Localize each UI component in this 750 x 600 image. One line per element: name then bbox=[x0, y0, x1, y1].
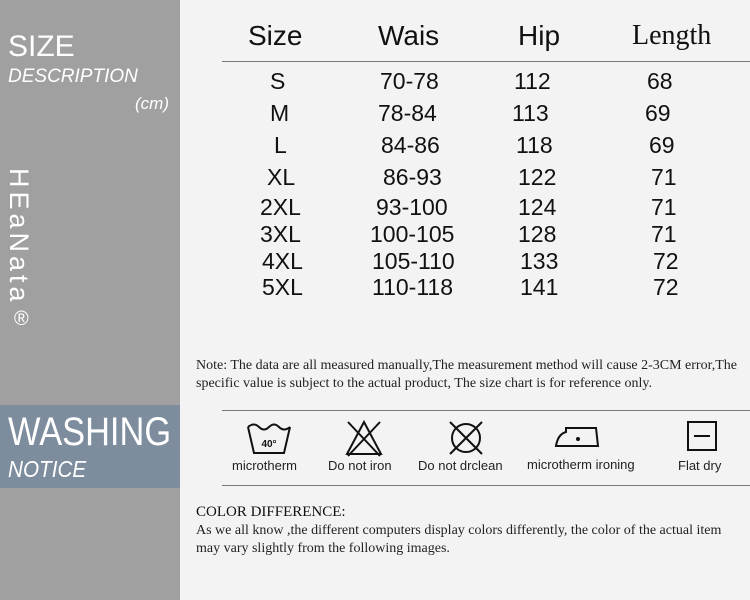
table-cell-length: 69 bbox=[649, 132, 675, 158]
table-cell-hip: 133 bbox=[520, 248, 559, 274]
wash-label-microtherm: microtherm bbox=[232, 458, 298, 473]
table-cell-waist: 86-93 bbox=[383, 164, 442, 190]
iron-icon bbox=[552, 424, 602, 450]
table-cell-size: M bbox=[270, 100, 290, 126]
table-cell-size: XL bbox=[267, 164, 296, 190]
color-difference-text bbox=[196, 522, 750, 558]
description-heading: DESCRIPTION bbox=[8, 66, 138, 87]
measurement-note: Note: The data are all measured manually,The measurement method will cause 2-3CM error,The specific value is subject to the actual product, The size chart is for reference only. bbox=[196, 358, 737, 391]
brand-name: HEaNata bbox=[4, 168, 34, 306]
table-cell-size: L bbox=[274, 132, 287, 158]
color-difference-line-2: may vary slightly from the following images. bbox=[196, 541, 450, 556]
table-cell-length: 71 bbox=[651, 221, 677, 247]
table-cell-length: 71 bbox=[651, 164, 677, 190]
size-heading: SIZE bbox=[8, 30, 75, 63]
header-hip: Hip bbox=[518, 20, 561, 51]
wash-tub-icon bbox=[246, 421, 292, 455]
table-cell-size: 5XL bbox=[262, 274, 303, 300]
table-cell-waist: 100-105 bbox=[370, 221, 455, 247]
wash-label-microtherm-ironing: microtherm ironing bbox=[527, 457, 635, 472]
washing-bottom-divider bbox=[222, 485, 750, 486]
wash-temp-label: 40° bbox=[261, 439, 277, 450]
table-cell-hip: 122 bbox=[518, 164, 557, 190]
table-cell-hip: 128 bbox=[518, 221, 557, 247]
header-length: Length bbox=[632, 20, 712, 51]
table-cell-length: 71 bbox=[651, 194, 677, 220]
unit-label: (cm) bbox=[135, 94, 169, 113]
table-cell-size: S bbox=[270, 68, 286, 94]
wash-label-flat-dry: Flat dry bbox=[678, 458, 722, 473]
header-waist: Wais bbox=[378, 20, 440, 51]
header-size: Size bbox=[248, 20, 303, 51]
table-cell-hip: 141 bbox=[520, 274, 559, 300]
wash-label-do-not-iron: Do not iron bbox=[328, 458, 392, 473]
washing-top-divider bbox=[222, 410, 750, 411]
color-difference-title: COLOR DIFFERENCE: bbox=[196, 504, 346, 520]
notice-heading: NOTICE bbox=[8, 456, 87, 482]
table-cell-hip: 112 bbox=[514, 68, 551, 94]
table-cell-size: 2XL bbox=[260, 194, 301, 220]
table-cell-waist: 78-84 bbox=[378, 100, 437, 126]
no-iron-icon bbox=[344, 418, 384, 458]
table-cell-hip: 118 bbox=[516, 132, 553, 158]
table-cell-hip: 113 bbox=[512, 100, 549, 126]
flat-dry-icon bbox=[686, 420, 718, 452]
header-divider bbox=[222, 61, 750, 62]
table-cell-length: 72 bbox=[653, 274, 679, 300]
table-cell-size: 3XL bbox=[260, 221, 301, 247]
table-cell-size: 4XL bbox=[262, 248, 303, 274]
table-cell-waist: 70-78 bbox=[380, 68, 439, 94]
color-difference-line-1: As we all know ,the different computers display colors differently, the color of the actual item bbox=[196, 523, 722, 538]
table-cell-length: 68 bbox=[647, 68, 673, 94]
table-cell-hip: 124 bbox=[518, 194, 557, 220]
table-cell-waist: 93-100 bbox=[376, 194, 448, 220]
table-cell-length: 69 bbox=[645, 100, 671, 126]
table-cell-waist: 84-86 bbox=[381, 132, 440, 158]
table-cell-waist: 105-110 bbox=[372, 248, 455, 274]
washing-heading: WASHING bbox=[8, 410, 172, 454]
table-cell-length: 72 bbox=[653, 248, 679, 274]
wash-label-do-not-dryclean: Do not drclean bbox=[418, 458, 503, 473]
no-dryclean-icon bbox=[447, 419, 485, 457]
registered-mark: ® bbox=[14, 308, 29, 330]
table-cell-waist: 110-118 bbox=[372, 274, 453, 300]
